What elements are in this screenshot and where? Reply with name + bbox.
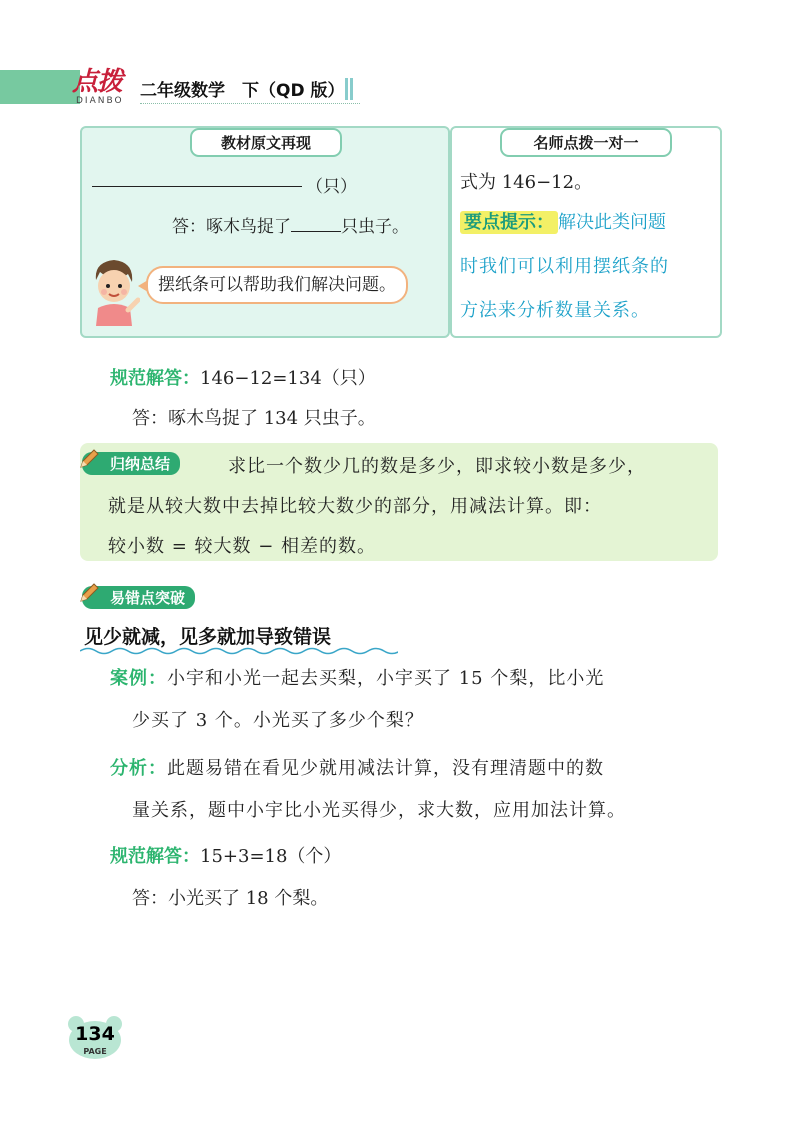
error-badge: 易错点突破 bbox=[82, 586, 195, 609]
solution-1-label: 规范解答： bbox=[110, 368, 200, 389]
left-answer-suffix: 只虫子。 bbox=[341, 217, 409, 237]
tab-textbook-review: 教材原文再现 bbox=[190, 128, 342, 157]
unit-label: （只） bbox=[306, 177, 357, 197]
case-line-1 bbox=[110, 664, 604, 690]
header-bars-decoration bbox=[345, 78, 355, 100]
analysis-label: 分析： bbox=[110, 758, 167, 779]
book-title: 二年级数学 下（QD 版） bbox=[140, 81, 345, 101]
case-line-2: 少买了 3 个。小光买了多少个梨？ bbox=[132, 710, 424, 731]
tip-line-4: 方法来分析数量关系。 bbox=[460, 300, 650, 321]
page-number-badge bbox=[66, 1014, 124, 1060]
solution-1 bbox=[110, 364, 376, 390]
pencil-icon bbox=[78, 582, 100, 604]
header-stripe bbox=[0, 70, 80, 104]
solution-2 bbox=[110, 842, 341, 868]
logo-subtext: DIANBO bbox=[76, 96, 124, 106]
analysis-line-2: 量关系，题中小宇比小光买得少，求大数，应用加法计算。 bbox=[132, 800, 626, 821]
tip-line-2 bbox=[460, 208, 666, 234]
error-title: 见少就减，见多就加导致错误 bbox=[84, 626, 332, 648]
summary-line-3: 较小数 = 较大数 − 相差的数。 bbox=[108, 536, 377, 557]
brand-logo bbox=[72, 68, 136, 106]
tab-teacher-tip: 名师点拨一对一 bbox=[500, 128, 672, 157]
logo-text: 点拨 bbox=[72, 67, 123, 97]
tip-line-2-text: 解决此类问题 bbox=[558, 212, 666, 233]
header-divider bbox=[140, 103, 360, 104]
blank-line bbox=[92, 186, 302, 187]
summary-line-2: 就是从较大数中去掉比较大数少的部分，用减法计算。即： bbox=[108, 496, 602, 517]
analysis-line-1-text: 此题易错在看见少就用减法计算，没有理清题中的数 bbox=[167, 758, 604, 779]
analysis-line-1 bbox=[110, 754, 604, 780]
solution-2-formula: 15+3=18（个） bbox=[200, 846, 342, 867]
left-answer-prefix: 答：啄木鸟捉了 bbox=[172, 217, 291, 237]
summary-line-1: 求比一个数少几的数是多少，即求较小数是多少， bbox=[228, 456, 646, 477]
hint-bubble: 摆纸条可以帮助我们解决问题。 bbox=[146, 266, 408, 304]
boy-illustration bbox=[88, 256, 140, 326]
tip-line-1: 式为 146−12。 bbox=[460, 172, 593, 193]
answer-blank bbox=[291, 215, 341, 232]
solution-2-answer: 答：小光买了 18 个梨。 bbox=[132, 888, 329, 909]
summary-badge: 归纳总结 bbox=[82, 452, 180, 475]
case-line-1-text: 小宇和小光一起去买梨，小宇买了 15 个梨，比小光 bbox=[167, 668, 605, 689]
solution-2-label: 规范解答： bbox=[110, 846, 200, 867]
case-label: 案例： bbox=[110, 668, 167, 689]
solution-1-answer: 答：啄木鸟捉了 134 只虫子。 bbox=[132, 408, 376, 429]
page-number: 134 bbox=[75, 1023, 115, 1045]
pencil-icon bbox=[78, 448, 100, 470]
solution-1-formula: 146−12=134（只） bbox=[200, 368, 376, 389]
key-tip-label: 要点提示： bbox=[460, 211, 558, 234]
left-answer bbox=[172, 212, 409, 237]
tip-line-3: 时我们可以利用摆纸条的 bbox=[460, 256, 669, 277]
wavy-underline bbox=[80, 646, 398, 656]
page-label: PAGE bbox=[83, 1047, 107, 1056]
